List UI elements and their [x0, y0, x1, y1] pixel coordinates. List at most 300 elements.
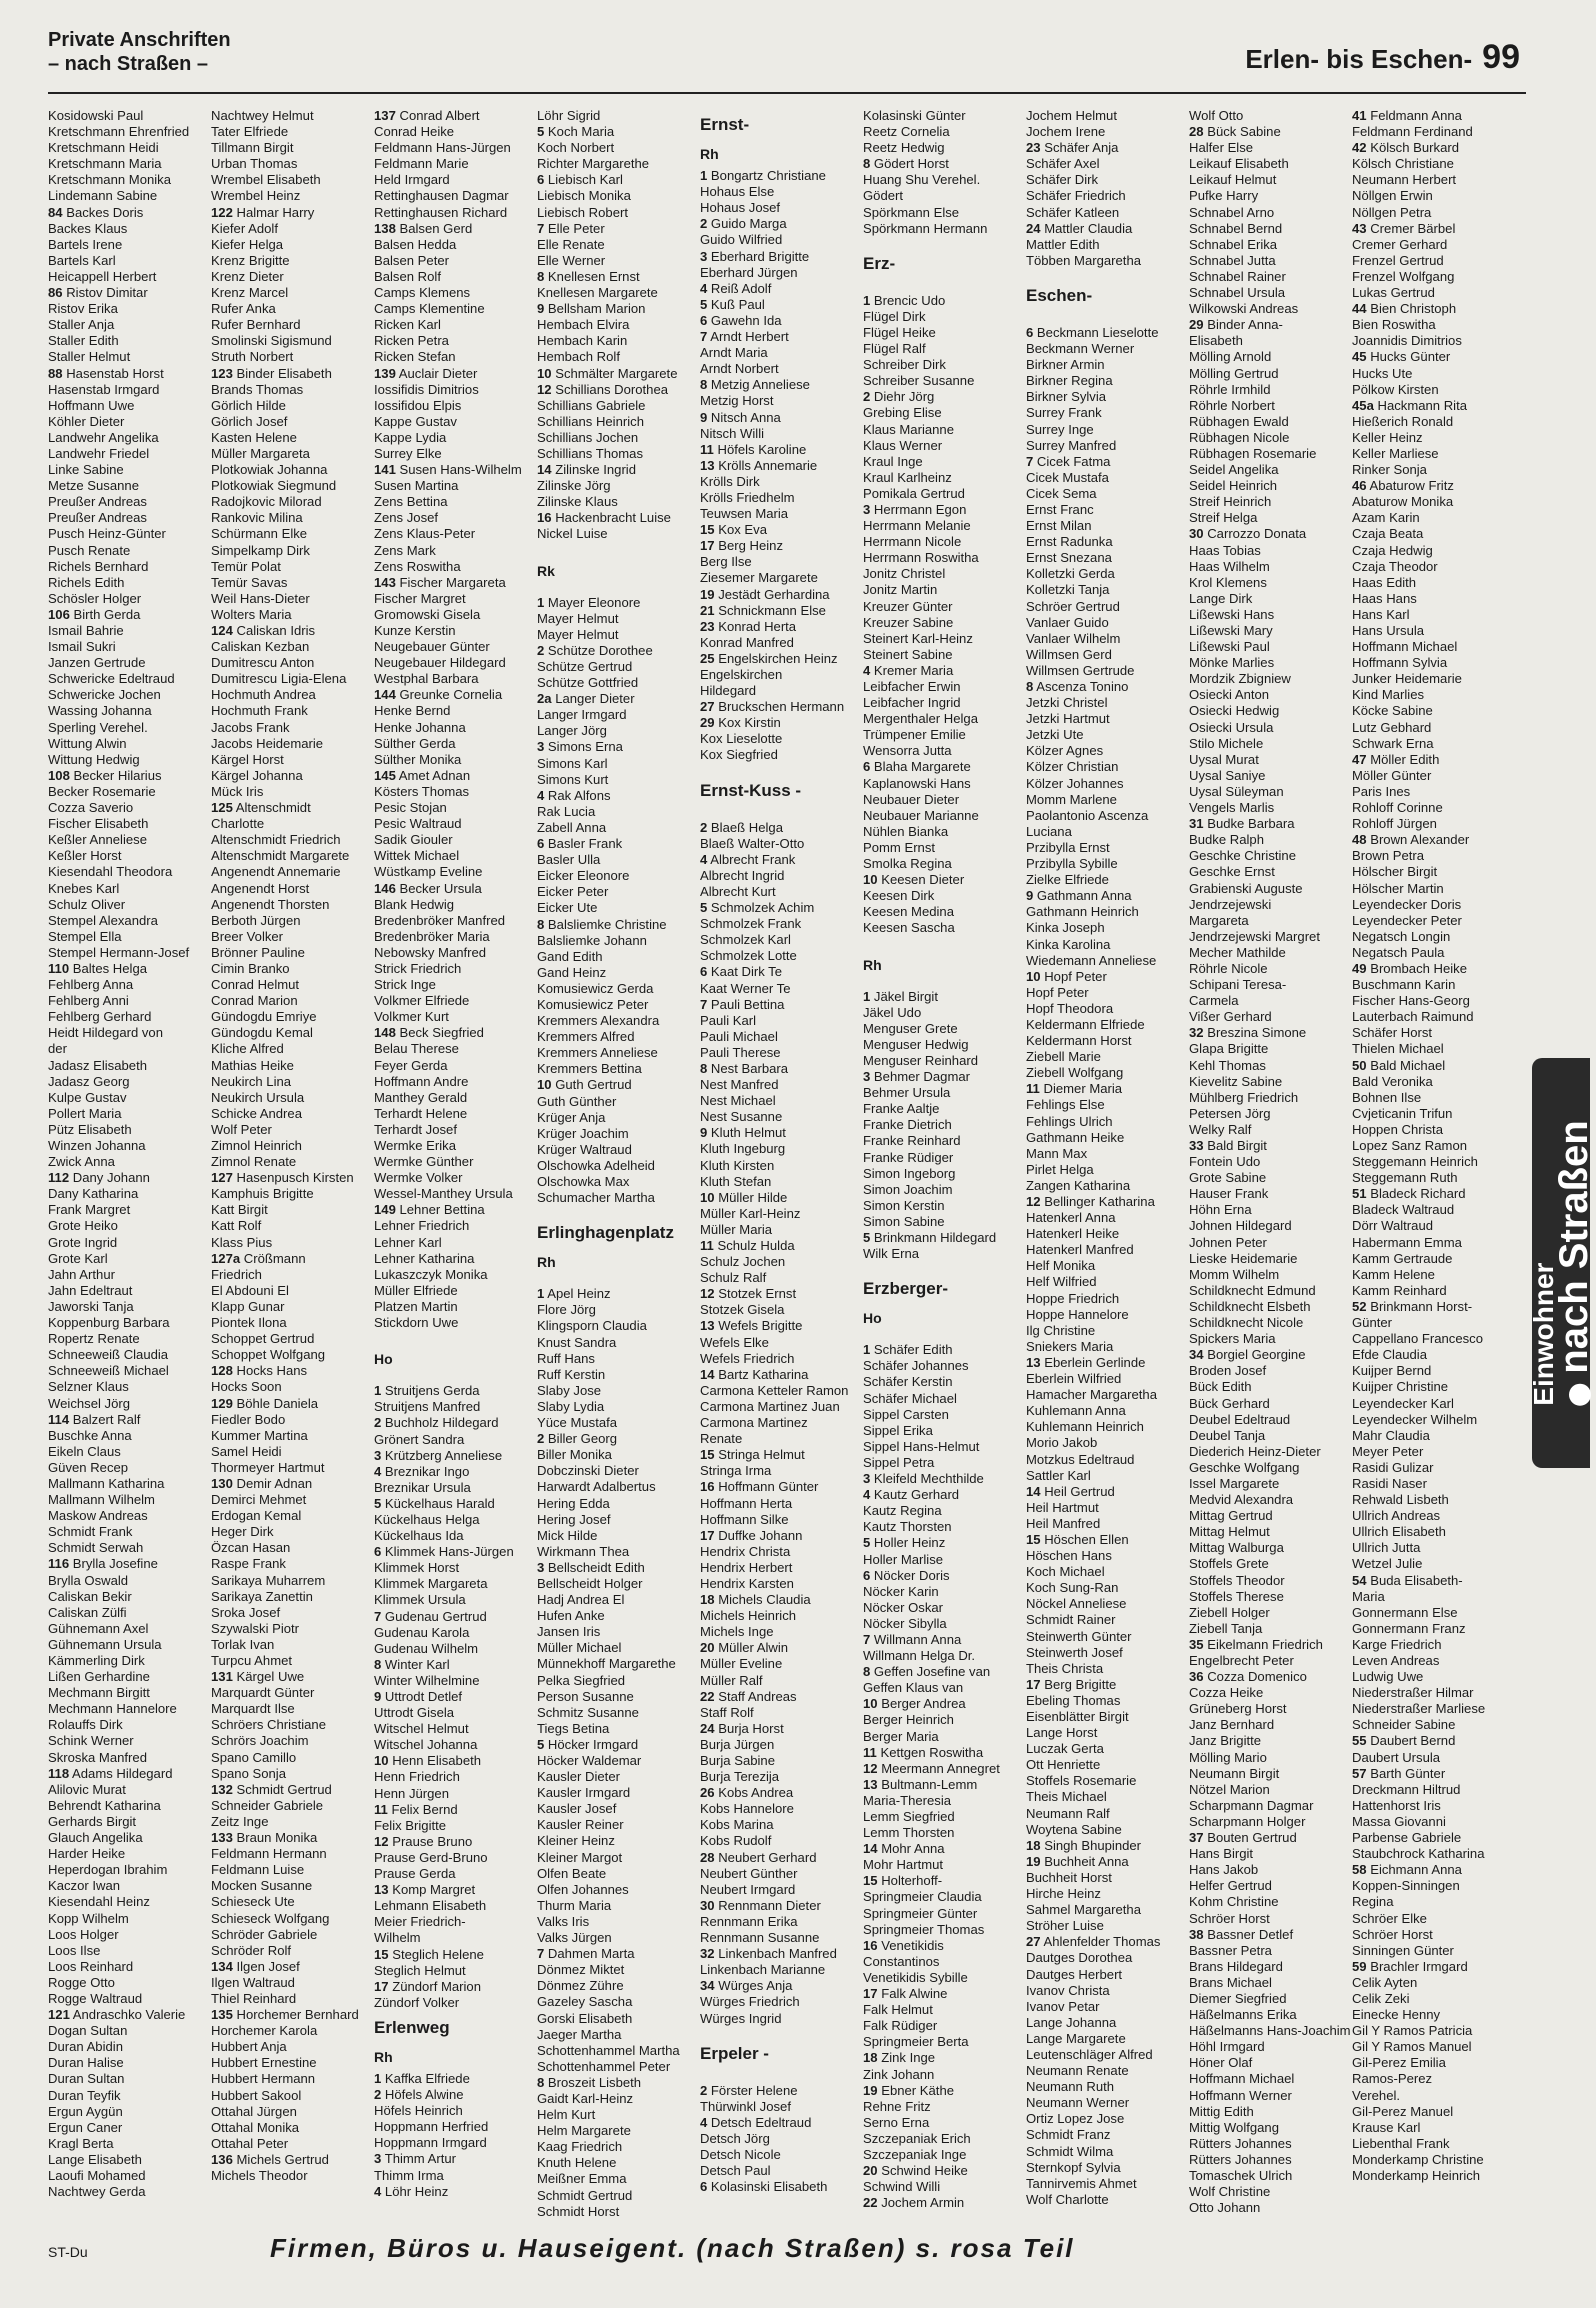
resident-entry: Mathias Heike [211, 1057, 294, 1073]
resident-entry: Schnabel Erika [1189, 236, 1278, 252]
resident-entry: Schmolzek Karl [700, 932, 791, 948]
house-number: 7 [863, 1631, 871, 1647]
resident-entry: Kölzer Johannes [1026, 775, 1124, 791]
resident-entry: Neumann Ruth [1026, 2079, 1115, 2095]
house-number: 47 [1352, 751, 1367, 767]
resident-entry: Müller Eveline [700, 1656, 783, 1672]
resident-entry: Berboth Jürgen [211, 912, 301, 928]
resident-entry: 34 Würges Anja [700, 1978, 793, 1994]
resident-entry: Leyendecker Wilhelm [1352, 1411, 1478, 1427]
bullet-icon [1569, 1384, 1591, 1406]
resident-entry: 10 Henn Elisabeth [374, 1753, 482, 1769]
resident-entry: 15 Steglich Helene [374, 1946, 484, 1962]
resident-entry: Pollert Maria [48, 1105, 122, 1121]
resident-entry: Brans Hildegard [1189, 1958, 1283, 1974]
resident-entry: Hufen Anke [537, 1608, 605, 1624]
house-number: 4 [700, 280, 708, 296]
resident-entry: Nöllgen Erwin [1352, 188, 1433, 204]
resident-entry: 3 Krützberg Anneliese [374, 1447, 503, 1463]
resident-entry: Schoppet Gertrud [211, 1331, 315, 1347]
resident-entry: Hans Jakob [1189, 1862, 1259, 1878]
resident-entry: Behrendt Katharina [48, 1797, 161, 1813]
resident-entry: 13 Bultmann-Lemm [863, 1776, 978, 1792]
resident-entry: Gathmann Heike [1026, 1129, 1125, 1145]
resident-entry: Müller Ralf [700, 1672, 763, 1688]
house-number: 9 [374, 1689, 382, 1704]
resident-entry: Sippel Hans-Helmut [863, 1438, 980, 1454]
resident-entry: 6 Kaat Dirk Te [700, 964, 783, 980]
resident-entry: Thimm Irma [374, 2167, 444, 2183]
resident-entry: Grebing Elise [863, 405, 942, 421]
resident-entry: Morio Jakob [1026, 1435, 1098, 1451]
resident-entry: 3 Bellscheidt Edith [537, 1559, 645, 1575]
resident-entry: 4 Detsch Edeltraud [700, 2114, 812, 2130]
resident-entry: 34 Borgiel Georgine [1189, 1347, 1306, 1363]
house-number: 32 [700, 1946, 715, 1962]
resident-entry: Haas Tobias [1189, 542, 1261, 558]
resident-entry: Theis Michael [1026, 1789, 1107, 1805]
resident-entry: Terhardt Helene [374, 1105, 468, 1121]
resident-entry: Mann Max [1026, 1145, 1088, 1161]
resident-entry: Birkner Sylvia [1026, 389, 1107, 405]
resident-entry: Ristov Erika [48, 301, 118, 317]
resident-entry: Venetikidis Sybille [863, 1969, 968, 1985]
resident-entry: Jochem Helmut [1026, 108, 1117, 123]
resident-entry: Caliskan Kezban [211, 639, 310, 655]
resident-entry: Gil Y Ramos Patricia [1352, 2023, 1473, 2039]
house-number: 6 [863, 1567, 871, 1583]
resident-entry: Lange Dirk [1189, 590, 1253, 606]
directory-columns [48, 108, 1510, 2223]
resident-entry: Struitjens Manfred [374, 1399, 481, 1415]
resident-entry: 146 Becker Ursula [374, 880, 482, 896]
resident-entry: 108 Becker Hilarius [48, 767, 162, 783]
resident-entry: Zabell Anna [537, 819, 607, 835]
resident-entry: 4 Kremer Maria [863, 662, 954, 678]
house-number: 139 [374, 365, 396, 381]
resident-entry: 1 Bongartz Christiane [700, 168, 826, 184]
resident-entry: Eberlein Wilfried [1026, 1371, 1122, 1387]
resident-entry: Keldermann Horst [1026, 1033, 1132, 1049]
resident-entry: Keßler Anneliese [48, 832, 147, 848]
house-number: 3 [374, 2151, 382, 2167]
resident-entry: Mayer Helmut [537, 610, 619, 626]
spacer [863, 1262, 1038, 1272]
resident-entry: Geschke Ernst [1189, 864, 1275, 880]
resident-entry: 133 Braun Monika [211, 1830, 318, 1846]
resident-entry: Conrad Helmut [211, 977, 300, 993]
resident-entry: Pütz Elisabeth [48, 1121, 132, 1137]
resident-entry: Ludwig Uwe [1352, 1669, 1424, 1685]
resident-entry: Kölsch Christiane [1352, 156, 1454, 172]
resident-entry: Schottenhammel Martha [537, 2042, 680, 2058]
resident-entry: Witschel Johanna [374, 1737, 478, 1753]
resident-entry: Haas Hans [1352, 590, 1417, 606]
resident-entry: Falk Helmut [863, 2002, 933, 2018]
house-number: 5 [700, 900, 708, 916]
house-number: 8 [700, 1060, 708, 1076]
resident-entry: Lange Horst [1026, 1725, 1098, 1741]
resident-entry: Gorski Elisabeth [537, 2010, 633, 2026]
resident-entry: Feldmann Hermann [211, 1846, 327, 1862]
house-number: 7 [700, 996, 708, 1012]
resident-entry: Bald Veronika [1352, 1073, 1433, 1089]
house-number: 6 [700, 312, 708, 328]
resident-entry: Hoffmann Silke [700, 1511, 789, 1527]
house-number: 28 [1189, 124, 1204, 140]
resident-entry: Preußer Andreas [48, 510, 147, 526]
side-tab [1528, 1058, 1596, 1468]
resident-entry: 6 Klimmek Hans-Jürgen [374, 1544, 514, 1560]
resident-entry: Rankovic Milina [211, 510, 303, 526]
house-number: 48 [1352, 832, 1367, 848]
resident-entry: Einecke Henny [1352, 2007, 1441, 2023]
resident-entry: Scharpmann Dagmar [1189, 1797, 1314, 1813]
resident-entry: Schneeweiß Michael [48, 1363, 169, 1379]
resident-entry: Person Susanne [537, 1688, 634, 1704]
resident-entry: Iossifidou Elpis [374, 397, 462, 413]
resident-entry: Wirkmann Thea [537, 1543, 630, 1559]
resident-entry: Seidel Angelika [1189, 462, 1279, 478]
resident-entry: Frank Margret [48, 1202, 131, 1218]
house-number: 3 [700, 248, 708, 264]
resident-entry: 15 Kox Eva [700, 522, 767, 538]
resident-entry: Azam Karin [1352, 510, 1420, 526]
resident-entry: Fehlings Else [1026, 1097, 1105, 1113]
resident-entry: Zimnol Renate [211, 1154, 297, 1170]
resident-entry: 136 Michels Gertrud [211, 2151, 329, 2167]
resident-entry: Frenzel Gertrud [1352, 252, 1444, 268]
resident-entry: Harder Heike [48, 1846, 126, 1862]
house-number: 11 [700, 441, 714, 457]
resident-entry: Schäfer Axel [1026, 156, 1100, 172]
resident-entry: 88 Hasenstab Horst [48, 365, 164, 381]
resident-entry: Harwardt Adalbertus [537, 1479, 656, 1495]
resident-entry: 4 Kautz Gerhard [863, 1487, 960, 1503]
resident-entry: Simons Karl [537, 755, 608, 771]
resident-entry: Grote Heiko [48, 1218, 118, 1234]
resident-entry: Schnabel Rainer [1189, 268, 1286, 284]
resident-entry: Ströher Luise [1026, 1918, 1104, 1934]
resident-entry: Heidt Hildegard von [48, 1025, 163, 1041]
resident-entry: Thielen Michael [1352, 1041, 1444, 1057]
spacer [537, 1206, 712, 1216]
resident-entry: Eicker Ute [537, 900, 598, 916]
resident-entry: Liebisch Monika [537, 188, 631, 204]
resident-entry: Schwericke Jochen [48, 687, 161, 703]
house-number: 22 [700, 1688, 715, 1704]
resident-entry: Bartels Irene [48, 236, 123, 252]
resident-entry: Flore Jörg [537, 1302, 596, 1318]
resident-entry: 6 Liebisch Karl [537, 172, 623, 188]
resident-entry: Hendrix Karsten [700, 1575, 794, 1591]
resident-entry: Wittung Hedwig [48, 751, 140, 767]
resident-entry: Höner Olaf [1189, 2055, 1253, 2071]
resident-entry: Abaturow Monika [1352, 494, 1454, 510]
footer-note: Firmen, Büros u. Hauseigent. (nach Straßen) s. rosa Teil [270, 2233, 1075, 2263]
resident-entry: Glauch Angelika [48, 1830, 143, 1846]
resident-entry: Schieseck Ute [211, 1894, 295, 1910]
resident-entry: Lehner Karl [374, 1234, 442, 1250]
resident-entry: 8 Balsliemke Christine [537, 916, 667, 932]
house-number: 45a [1352, 397, 1374, 413]
resident-entry: Cremer Gerhard [1352, 236, 1448, 252]
resident-entry: Hopf Theodora [1026, 1000, 1114, 1016]
resident-entry: Knuth Helene [537, 2155, 617, 2171]
resident-entry: Würges Friedrich [700, 1994, 800, 2010]
resident-entry: 110 Baltes Helga [48, 960, 148, 976]
resident-entry: Pufke Harry [1189, 188, 1259, 204]
resident-entry: Rennmann Susanne [700, 1930, 820, 1946]
resident-entry: Müller Elfriede [374, 1282, 458, 1298]
house-number: 1 [863, 292, 871, 308]
resident-entry: Kaat Werner Te [700, 980, 791, 996]
resident-entry: Mittag Walburga [1189, 1540, 1284, 1556]
resident-entry: Grüneberg Horst [1189, 1701, 1287, 1717]
house-number: 18 [700, 1592, 715, 1608]
resident-entry: Wassing Johanna [48, 703, 152, 719]
resident-entry: Schmidt Gertrud [537, 2187, 633, 2203]
resident-entry: Schildknecht Elsbeth [1189, 1298, 1311, 1314]
resident-entry: 37 Bouten Gertrud [1189, 1830, 1297, 1846]
resident-entry: Hoppmann Herfried [374, 2119, 489, 2135]
house-number: 5 [374, 1495, 382, 1511]
resident-entry: Berger Heinrich [863, 1712, 954, 1728]
resident-entry: 148 Beck Siegfried [374, 1025, 484, 1041]
resident-entry: Krenz Marcel [211, 285, 289, 301]
resident-entry: Köcke Sabine [1352, 703, 1433, 719]
resident-entry: Grote Ingrid [48, 1234, 118, 1250]
resident-entry: Zimnol Heinrich [211, 1138, 302, 1153]
resident-entry: Hendrix Christa [700, 1543, 791, 1559]
resident-entry: 2a Langer Dieter [537, 691, 635, 707]
resident-entry: Stoffels Therese [1189, 1588, 1284, 1604]
resident-entry: 12 Bellinger Katharina [1026, 1194, 1155, 1209]
house-number: 23 [1026, 140, 1041, 156]
resident-entry: Krenz Dieter [211, 268, 284, 284]
resident-entry: Dautges Herbert [1026, 1966, 1123, 1982]
resident-entry: Demirci Mehmet [211, 1492, 307, 1508]
house-number: 11 [1026, 1081, 1040, 1097]
resident-entry: Przibylla Ernst [1026, 839, 1110, 855]
resident-entry: Jetzki Hartmut [1026, 711, 1110, 727]
house-number: 6 [1026, 324, 1034, 340]
resident-entry: Nachtwey Gerda [48, 2184, 146, 2200]
resident-entry: Kuijper Bernd [1352, 1363, 1432, 1379]
resident-entry: 33 Bald Birgit [1189, 1138, 1267, 1153]
resident-entry: Zens Klaus-Peter [374, 526, 476, 542]
resident-entry: Kärgel Horst [211, 751, 284, 767]
house-number: 17 [863, 1986, 878, 2002]
resident-entry: 4 Reiß Adolf [700, 280, 772, 296]
resident-entry: Brylla Oswald [48, 1572, 129, 1588]
resident-entry: 11 Kettgen Roswitha [863, 1744, 984, 1760]
house-number: 7 [537, 220, 545, 236]
house-number: 13 [863, 1776, 878, 1792]
resident-entry: Heicappell Herbert [48, 268, 157, 284]
resident-entry: Koppenburg Barbara [48, 1315, 170, 1331]
resident-entry: 2 Höfels Alwine [374, 2087, 464, 2103]
resident-entry: Schröer Horst [1189, 1910, 1270, 1926]
resident-entry: Olschowka Max [537, 1174, 630, 1189]
resident-entry: Trümpener Emilie [863, 727, 966, 743]
house-number: 54 [1352, 1572, 1367, 1588]
resident-entry: Mechmann Birgitt [48, 1685, 150, 1701]
resident-entry: 46 Abaturow Fritz [1352, 478, 1454, 494]
resident-entry: 7 Dahmen Marta [537, 1946, 635, 1962]
resident-entry: Willmsen Gertrude [1026, 662, 1135, 678]
resident-entry: Mühlberg Friedrich [1189, 1089, 1299, 1105]
directory-column [700, 108, 875, 2223]
resident-entry: Franke Aaltje [863, 1101, 940, 1117]
resident-entry: Hubbert Hermann [211, 2071, 316, 2087]
resident-entry: Fehlberg Gerhard [48, 1009, 152, 1025]
resident-entry: Cozza Heike [1189, 1685, 1264, 1701]
resident-entry: Neugebauer Günter [374, 639, 490, 655]
house-number: 8 [1026, 679, 1034, 694]
resident-entry: 84 Backes Doris [48, 204, 144, 220]
resident-entry: 18 Singh Bhupinder [1026, 1837, 1142, 1853]
resident-entry: 10 Berger Andrea [863, 1696, 966, 1712]
resident-entry: Ramos-Perez [1352, 2071, 1433, 2087]
resident-entry: Cicek Sema [1026, 485, 1097, 501]
resident-entry: Stickdorn Uwe [374, 1315, 459, 1331]
resident-entry: Kox Lieselotte [700, 731, 783, 747]
resident-entry: Maria [1352, 1588, 1385, 1604]
resident-entry: Henke Bernd [374, 703, 451, 719]
resident-entry: Conrad Heike [374, 124, 455, 140]
street-heading: Erpeler - [700, 2043, 769, 2063]
resident-entry: Lange Margarete [1026, 2030, 1126, 2046]
resident-entry: Schäfer Johannes [863, 1358, 969, 1374]
street-heading: Erlinghagenplatz [537, 1223, 674, 1243]
resident-entry: Thormeyer Hartmut [211, 1459, 325, 1475]
resident-entry: Temür Polat [211, 558, 281, 574]
resident-entry: 32 Breszina Simone [1189, 1025, 1307, 1041]
resident-entry: Osiecki Anton [1189, 687, 1270, 703]
house-number: 121 [48, 2007, 70, 2023]
resident-entry: Osiecki Hedwig [1189, 703, 1280, 719]
house-number: 110 [48, 960, 70, 976]
house-number: 15 [1026, 1531, 1041, 1547]
resident-entry: Katt Rolf [211, 1218, 262, 1234]
resident-entry: 124 Caliskan Idris [211, 623, 316, 638]
resident-entry: Jetzki Christel [1026, 695, 1108, 711]
resident-entry: 19 Buchheit Anna [1026, 1853, 1129, 1869]
resident-entry: Sarikaya Zanettin [211, 1588, 313, 1604]
directory-column [374, 108, 549, 2223]
resident-entry: 30 Carrozzo Donata [1189, 526, 1307, 542]
house-number: 3 [374, 1447, 382, 1463]
resident-entry: Hoppe Hannelore [1026, 1306, 1129, 1322]
resident-entry: Schulz Jochen [700, 1254, 786, 1270]
resident-entry: 12 Stotzek Ernst [700, 1286, 797, 1302]
resident-entry: Kiefer Adolf [211, 220, 278, 236]
resident-entry: 118 Adams Hildegard [48, 1765, 173, 1781]
house-number: 106 [48, 606, 70, 622]
resident-entry: Monderkamp Heinrich [1352, 2168, 1481, 2183]
resident-entry: 11 Felix Bernd [374, 1801, 458, 1817]
resident-entry: Struth Norbert [211, 349, 294, 365]
resident-entry: 8 Nest Barbara [700, 1060, 789, 1076]
resident-entry: Zink Johann [863, 2066, 935, 2082]
resident-entry: Gerhards Birgit [48, 1813, 137, 1829]
house-number: 10 [374, 1753, 389, 1769]
resident-entry: Kölzer Christian [1026, 759, 1119, 775]
house-number: 6 [537, 172, 545, 188]
resident-entry: 2 Guido Marga [700, 216, 787, 232]
resident-entry: 2 Diehr Jörg [863, 389, 935, 405]
resident-entry: Johnen Hildegard [1189, 1218, 1292, 1234]
resident-entry: Balsen Hedda [374, 236, 457, 252]
house-number: 114 [48, 1411, 70, 1427]
resident-entry: Wrembel Heinz [211, 188, 301, 204]
resident-entry: Detsch Jörg [700, 2130, 770, 2146]
house-number: 141 [374, 462, 396, 478]
resident-entry: Hirche Heinz [1026, 1886, 1101, 1902]
resident-entry: Springmeier Günter [863, 1905, 978, 1921]
house-number: 43 [1352, 220, 1367, 236]
house-number: 13 [1026, 1354, 1041, 1370]
resident-entry: Krüger Joachim [537, 1125, 629, 1141]
resident-entry: Koppen-Sinningen [1352, 1878, 1460, 1894]
resident-entry: Schrörs Joachim [211, 1733, 309, 1749]
resident-entry: Nöckel Anneliese [1026, 1596, 1127, 1612]
resident-entry: Zwick Anna [48, 1154, 115, 1170]
house-number: 19 [863, 2082, 878, 2098]
house-number: 1 [374, 2070, 382, 2086]
resident-entry: Krölls Dirk [700, 473, 760, 489]
resident-entry: Steinert Sabine [863, 646, 953, 662]
house-number: 27 [700, 699, 715, 715]
house-number: 17 [700, 538, 715, 554]
resident-entry: Krause Karl [1352, 2119, 1421, 2135]
resident-entry: Schmidt Rainer [1026, 1612, 1116, 1628]
resident-entry: 86 Ristov Dimitar [48, 285, 148, 301]
house-number: 132 [211, 1781, 233, 1797]
house-number: 51 [1352, 1186, 1367, 1202]
resident-entry: Wefels Friedrich [700, 1350, 795, 1366]
resident-entry: Kösters Thomas [374, 783, 470, 799]
resident-entry: Ernst Snezana [1026, 550, 1112, 566]
house-number: 2 [700, 216, 708, 232]
resident-entry: Bartels Karl [48, 252, 116, 268]
resident-entry: Caliskan Bekir [48, 1588, 132, 1604]
spacer [374, 1331, 549, 1341]
resident-entry: Hießerich Ronald [1352, 413, 1454, 429]
resident-entry: Szywalski Piotr [211, 1620, 300, 1636]
house-number: 21 [700, 602, 715, 618]
resident-entry: Hembach Rolf [537, 349, 620, 365]
resident-entry: 38 Bassner Detlef [1189, 1926, 1294, 1942]
resident-entry: Leyendecker Peter [1352, 912, 1462, 928]
resident-entry: 7 Elle Peter [537, 220, 605, 236]
resident-entry: Steinert Karl-Heinz [863, 630, 973, 646]
resident-entry: Mallmann Wilhelm [48, 1492, 155, 1508]
resident-entry: Eisenblätter Birgit [1026, 1709, 1129, 1724]
resident-entry: Kolletzki Tanja [1026, 582, 1110, 598]
resident-entry: 32 Linkenbach Manfred [700, 1946, 837, 1962]
resident-entry: Brown Petra [1352, 848, 1425, 864]
resident-entry: Streif Heinrich [1189, 494, 1272, 510]
resident-entry: Lange Elisabeth [48, 2151, 142, 2167]
resident-entry: 5 Kückelhaus Harald [374, 1495, 495, 1511]
resident-entry: Kiesendahl Theodora [48, 864, 173, 880]
resident-entry: 2 Buchholz Hildegard [374, 1415, 499, 1431]
resident-entry: 5 Brinkmann Hildegard [863, 1230, 997, 1245]
resident-entry: Sroka Josef [211, 1604, 281, 1620]
resident-entry: Jacobs Frank [211, 719, 290, 735]
